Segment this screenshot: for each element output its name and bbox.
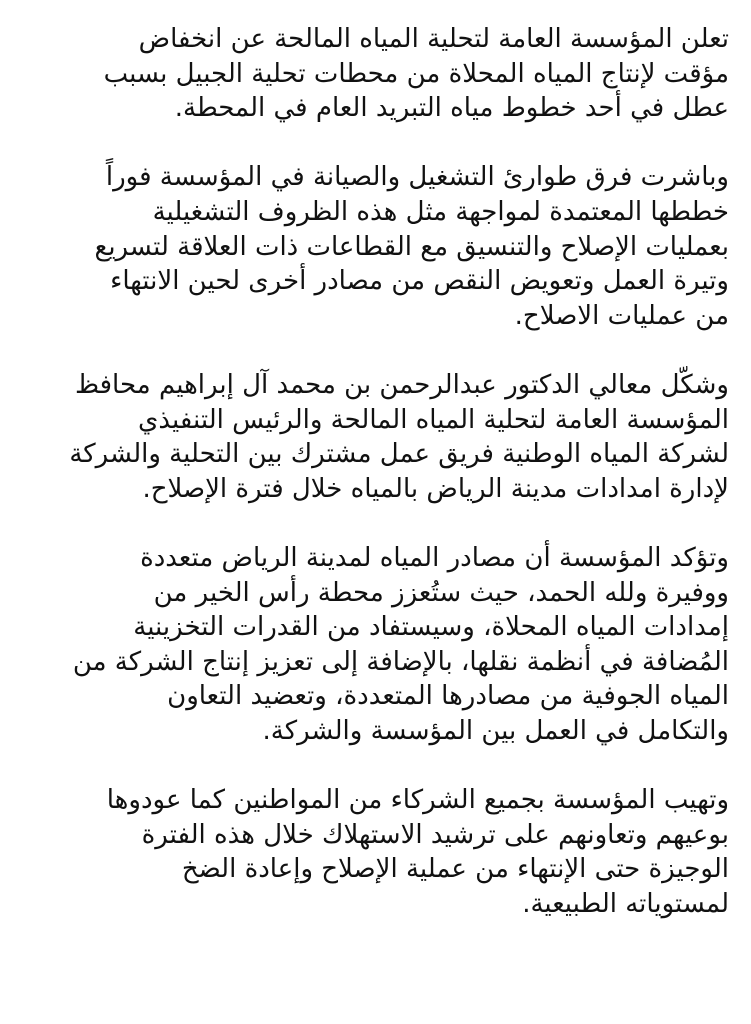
text-line: من عمليات الاصلاح. bbox=[514, 300, 729, 331]
paragraph-conservation-appeal bbox=[22, 783, 729, 921]
text-line: عطل في أحد خطوط مياه التبريد العام في المحطة. bbox=[174, 93, 729, 124]
text-line: وباشرت فرق طوارئ التشغيل والصيانة في المؤسسة فوراً bbox=[105, 162, 729, 193]
paragraph-emergency-teams bbox=[22, 160, 729, 333]
text-line: الوجيزة حتى الإنتهاء من عملية الإصلاح وإعادة الضخ bbox=[181, 854, 729, 885]
text-line: لمستوياته الطبيعية. bbox=[522, 888, 729, 919]
text-line: تعلن المؤسسة العامة لتحلية المياه المالحة عن انخفاض bbox=[138, 24, 729, 54]
text-line: المؤسسة العامة لتحلية المياه المالحة والرئيس التنفيذي bbox=[138, 404, 729, 435]
text-line: لإدارة امدادات مدينة الرياض بالمياه خلال فترة الإصلاح. bbox=[142, 473, 729, 504]
article-body bbox=[22, 22, 729, 921]
paragraph-joint-team bbox=[22, 368, 729, 506]
text-line: وتيرة العمل وتعويض النقص من مصادر أخرى لحين الانتهاء bbox=[110, 266, 729, 297]
text-line: وشكّل معالي الدكتور عبدالرحمن بن محمد آل إبراهيم محافظ bbox=[74, 369, 729, 400]
text-line: إمدادات المياه المحلاة، وسيستفاد من القدرات التخزينية bbox=[133, 612, 729, 643]
text-line: مؤقت لإنتاج المياه المحلاة من محطات تحلية الجبيل بسبب bbox=[103, 58, 729, 89]
text-line: بوعيهم وتعاونهم على ترشيد الاستهلاك خلال هذه الفترة bbox=[141, 819, 729, 850]
text-line: المياه الجوفية من مصادرها المتعددة، وتعضيد التعاون bbox=[167, 681, 729, 712]
text-line: خططها المعتمدة لمواجهة مثل هذه الظروف التشغيلية bbox=[152, 196, 729, 227]
text-line: وتؤكد المؤسسة أن مصادر المياه لمدينة الرياض متعددة bbox=[140, 542, 729, 573]
paragraph-announcement bbox=[22, 22, 729, 126]
text-line: وتهيب المؤسسة بجميع الشركاء من المواطنين كما عودوها bbox=[106, 785, 729, 816]
text-line: ووفيرة ولله الحمد، حيث ستُعزز محطة رأس الخير من bbox=[153, 577, 729, 608]
text-line: المُضافة في أنظمة نقلها، بالإضافة إلى تعزيز إنتاج الشركة من bbox=[72, 646, 729, 677]
text-line: بعمليات الإصلاح والتنسيق مع القطاعات ذات العلاقة لتسريع bbox=[94, 231, 729, 262]
text-line: والتكامل في العمل بين المؤسسة والشركة. bbox=[262, 715, 729, 746]
text-line: لشركة المياه الوطنية فريق عمل مشترك بين التحلية والشركة bbox=[69, 439, 729, 470]
paragraph-water-sources bbox=[22, 541, 729, 749]
